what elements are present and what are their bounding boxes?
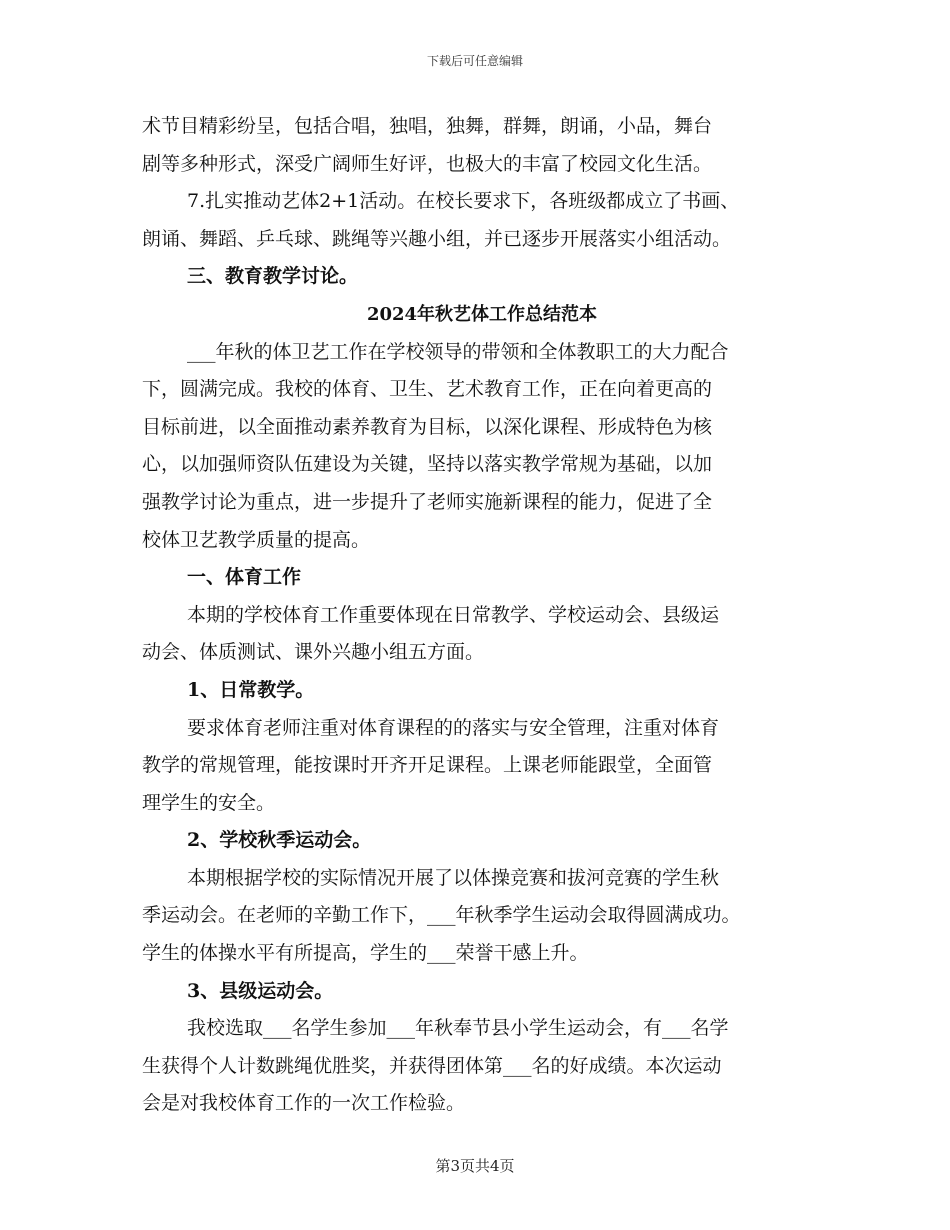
body-line: 教学的常规管理，能按课时开齐开足课程。上课老师能跟堂，全面管 (142, 754, 713, 777)
body-line: ___年秋的体卫艺工作在学校领导的带领和全体教职工的大力配合 (187, 340, 729, 363)
body-line: 动会、体质测试、课外兴趣小组五方面。 (142, 641, 485, 664)
subsection-heading: 3、县级运动会。 (187, 979, 334, 1002)
page-header: 下载后可任意编辑 (426, 54, 523, 68)
section-heading: 三、教育教学讨论。 (187, 265, 359, 288)
body-line: 目标前进，以全面推动素养教育为目标，以深化课程、形成特色为核 (142, 415, 713, 438)
body-line: 我校选取___名学生参加___年秋奉节县小学生运动会，有___名学 (187, 1017, 729, 1040)
body-line: 下，圆满完成。我校的体育、卫生、艺术教育工作，正在向着更高的 (142, 378, 713, 401)
body-line: 要求体育老师注重对体育课程的的落实与安全管理，注重对体育 (187, 716, 720, 739)
body-line: 生获得个人计数跳绳优胜奖，并获得团体第___名的好成绩。本次运动 (142, 1054, 722, 1077)
body-line: 学生的体操水平有所提高，学生的___荣誉干感上升。 (142, 942, 589, 965)
body-line: 校体卫艺教学质量的提高。 (142, 528, 371, 551)
body-line: 术节目精彩纷呈，包括合唱，独唱，独舞，群舞，朗诵，小品，舞台 (142, 115, 713, 137)
section-heading: 一、体育工作 (187, 566, 302, 589)
body-line: 7.扎实推动艺体2+1活动。在校长要求下，各班级都成立了书画、 (187, 190, 740, 213)
body-line: 强教学讨论为重点，进一步提升了老师实施新课程的能力，促进了全 (142, 490, 713, 513)
body-line: 本期的学校体育工作重要体现在日常教学、学校运动会、县级运 (187, 603, 720, 626)
body-line: 会是对我校体育工作的一次工作检验。 (142, 1092, 466, 1115)
subsection-heading: 2、学校秋季运动会。 (187, 829, 372, 852)
subsection-heading: 1、日常教学。 (187, 678, 315, 701)
body-line: 理学生的安全。 (142, 791, 276, 814)
body-line: 本期根据学校的实际情况开展了以体操竞赛和拔河竞赛的学生秋 (187, 866, 720, 889)
document-title: 2024年秋艺体工作总结范本 (366, 303, 598, 325)
body-line: 朗诵、舞蹈、乒乓球、跳绳等兴趣小组，并已逐步开展落实小组活动。 (142, 227, 732, 250)
document-body (142, 108, 822, 1123)
body-line: 剧等多种形式，深受广阔师生好评，也极大的丰富了校园文化生活。 (142, 152, 713, 175)
page-footer: 第3页共4页 (435, 1157, 515, 1175)
body-line: 季运动会。在老师的辛勤工作下，___年秋季学生运动会取得圆满成功。 (142, 904, 741, 927)
body-line: 心，以加强师资队伍建设为关键，坚持以落实教学常规为基础，以加 (142, 453, 713, 476)
